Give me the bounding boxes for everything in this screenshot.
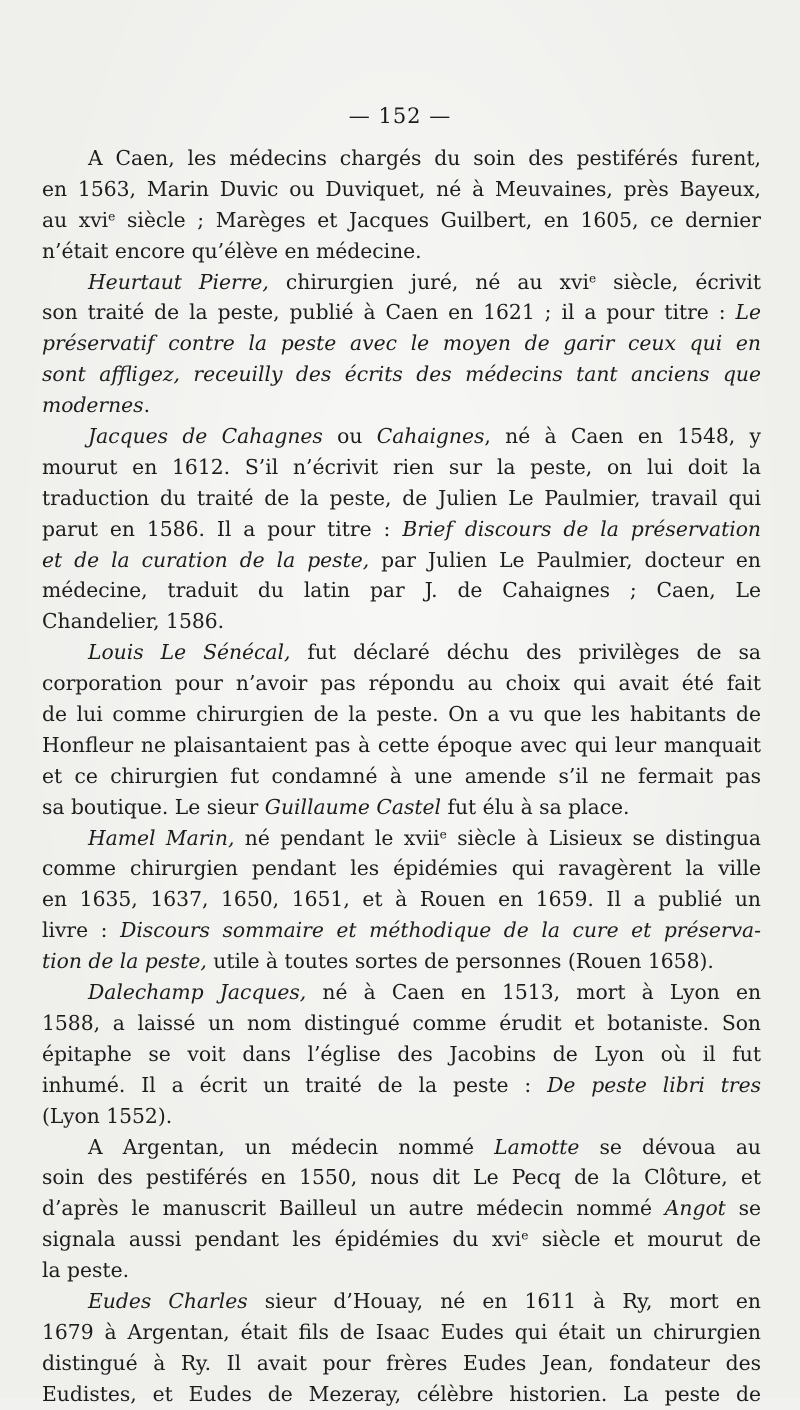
- text-segment: soin des pestiférés en 1550, nous dit Le Pecq de la Clôture, et: [42, 1165, 761, 1190]
- italic-text: Jacques de Cahagnes: [88, 424, 323, 449]
- text-line: [42, 297, 761, 328]
- italic-text: Cahaignes: [376, 424, 485, 449]
- text-segment: livre :: [42, 918, 121, 943]
- superscript: e: [588, 270, 597, 285]
- text-segment: parut en 1586. Il a pour titre :: [42, 516, 403, 541]
- text-segment: corporation pour n’avoir pas répondu au choix qui avait été fait: [42, 671, 761, 696]
- text-line: [42, 761, 761, 792]
- text-line: [42, 637, 761, 668]
- text-line: [42, 730, 761, 761]
- text-segment: se: [725, 1196, 762, 1221]
- text-segment: mourut en 1612. S’il n’écrivit rien sur la peste, on lui doit la: [42, 454, 761, 479]
- text-line: [42, 575, 761, 606]
- text-segment: utile à toutes sortes de personnes (Rouen 1658).: [206, 949, 714, 974]
- text-segment: fut déclaré déchu des privilèges de sa: [290, 640, 761, 665]
- italic-text: De peste libri tres: [547, 1072, 761, 1097]
- text-line: [42, 545, 761, 576]
- text-line: [42, 1039, 761, 1070]
- text-segment: ou: [322, 424, 377, 449]
- text-segment: épitaphe se voit dans l’église des Jacobins de Lyon où il fut: [42, 1041, 761, 1066]
- text-line: [42, 915, 761, 946]
- text-segment: comme chirurgien pendant les épidémies qui ravagèrent la ville: [42, 856, 761, 881]
- text-segment: siècle, écrivit: [596, 269, 761, 294]
- text-segment: né pendant le xvii: [234, 825, 440, 850]
- text-segment: siècle à Lisieux se distingua: [446, 825, 762, 850]
- text-line: [42, 236, 761, 267]
- text-segment: au xvi: [42, 207, 109, 232]
- text-segment: sa boutique. Le sieur: [42, 794, 265, 819]
- superscript: e: [521, 1228, 529, 1243]
- text-segment: 1679 à Argentan, était fils de Isaac Eudes qui était un chirurgien: [42, 1319, 761, 1344]
- italic-text: tion de la peste,: [42, 949, 207, 974]
- text-line: [42, 1255, 761, 1286]
- italic-text: Eudes Charles: [88, 1288, 248, 1313]
- text-line: [42, 143, 761, 174]
- text-segment: 1588, a laissé un nom distingué comme érudit et botaniste. Son: [42, 1010, 761, 1035]
- text-line: [42, 267, 761, 298]
- italic-text: préservatif contre la peste avec le moyen de garir ceux qui en: [42, 331, 761, 356]
- text-segment: fut élu à sa place.: [441, 794, 630, 819]
- text-line: [42, 1224, 761, 1255]
- text-segment: sieur d’Houay, né en 1611 à Ry, mort en: [247, 1288, 761, 1313]
- text-segment: se dévoua au: [579, 1134, 761, 1159]
- page-number: — 152 —: [348, 104, 452, 128]
- text-line: [42, 1317, 761, 1348]
- text-segment: chirurgien juré, né au xvi: [268, 269, 589, 294]
- text-line: [42, 1348, 761, 1379]
- text-segment: n’était encore qu’élève en médecine.: [42, 238, 422, 263]
- text-line: [42, 853, 761, 884]
- text-segment: son traité de la peste, publié à Caen en 1621 ; il a pour titre :: [42, 300, 736, 325]
- italic-text: Dalechamp Jacques,: [88, 980, 307, 1005]
- text-segment: Honfleur ne plaisantaient pas à cette époque avec qui leur manquait: [42, 732, 761, 757]
- text-segment: médecine, traduit du latin par J. de Cahaignes ; Caen, Le: [42, 578, 761, 603]
- text-line: [42, 606, 761, 637]
- text-segment: siècle et mourut de: [528, 1227, 761, 1252]
- text-segment: la peste.: [42, 1258, 130, 1283]
- text-segment: , né à Caen en 1548, y: [484, 424, 761, 449]
- text-line: [42, 1193, 761, 1224]
- italic-text: Louis Le Sénécal,: [88, 640, 291, 665]
- text-line: [42, 884, 761, 915]
- italic-text: Brief discours de la préservation: [402, 516, 761, 541]
- text-segment: distingué à Ry. Il avait pour frères Eudes Jean, fondateur des: [42, 1350, 761, 1375]
- text-line: [42, 421, 761, 452]
- text-segment: .: [143, 393, 151, 418]
- text-segment: traduction du traité de la peste, de Julien Le Paulmier, travail qui: [42, 485, 761, 510]
- text-segment: signala aussi pendant les épidémies du xvi: [42, 1227, 522, 1252]
- text-line: [42, 1008, 761, 1039]
- text-line: [42, 792, 761, 823]
- text-line: [42, 977, 761, 1008]
- text-segment: Eudistes, et Eudes de Mezeray, célèbre historien. La peste de: [42, 1381, 761, 1406]
- text-segment: inhumé. Il a écrit un traité de la peste :: [42, 1072, 548, 1097]
- text-line: [42, 1379, 761, 1410]
- italic-text: Angot: [664, 1196, 726, 1221]
- text-line: [42, 514, 761, 545]
- text-segment: de lui comme chirurgien de la peste. On a vu que les habitants de: [42, 702, 761, 727]
- italic-text: Guillaume Castel: [264, 794, 442, 819]
- text-segment: (Lyon 1552).: [42, 1103, 173, 1128]
- text-line: [42, 205, 761, 236]
- superscript: e: [439, 826, 447, 841]
- text-segment: en 1563, Marin Duvic ou Duviquet, né à Meuvaines, près Bayeux,: [42, 176, 761, 201]
- superscript: e: [108, 209, 116, 224]
- text-line: [42, 1101, 761, 1132]
- text-line: [42, 823, 761, 854]
- italic-text: sont affligez, receuilly des écrits des médecins tant anciens que: [42, 362, 761, 387]
- italic-text: et de la curation de la peste,: [42, 547, 370, 572]
- italic-text: Lamotte: [494, 1134, 580, 1159]
- italic-text: Heurtaut Pierre,: [88, 269, 269, 294]
- text-segment: d’après le manuscrit Bailleul un autre médecin nommé: [42, 1196, 665, 1221]
- text-segment: Chandelier, 1586.: [42, 609, 225, 634]
- text-segment: A Argentan, un médecin nommé: [88, 1134, 495, 1159]
- text-segment: siècle ; Marèges et Jacques Guilbert, en 1605, ce dernier: [115, 207, 761, 232]
- italic-text: Le: [735, 300, 761, 325]
- italic-text: Discours sommaire et méthodique de la cure et préserva-: [120, 918, 762, 943]
- text-line: [42, 946, 761, 977]
- italic-text: modernes: [42, 393, 144, 418]
- text-line: [42, 328, 761, 359]
- text-line: [42, 390, 761, 421]
- text-line: [42, 174, 761, 205]
- text-line: [42, 1070, 761, 1101]
- italic-text: Hamel Marin,: [88, 825, 235, 850]
- text-segment: en 1635, 1637, 1650, 1651, et à Rouen en 1659. Il a publié un: [42, 887, 761, 912]
- text-line: [42, 1132, 761, 1163]
- text-line: [42, 452, 761, 483]
- text-line: [42, 1286, 761, 1317]
- body-text: [42, 143, 761, 1410]
- text-segment: né à Caen en 1513, mort à Lyon en: [306, 980, 762, 1005]
- text-line: [42, 359, 761, 390]
- text-line: [42, 699, 761, 730]
- text-segment: A Caen, les médecins chargés du soin des pestiférés furent,: [88, 146, 761, 170]
- text-line: [42, 483, 761, 514]
- text-segment: par Julien Le Paulmier, docteur en: [369, 547, 761, 572]
- text-segment: et ce chirurgien fut condamné à une amende s’il ne fermait pas: [42, 763, 761, 788]
- text-line: [42, 1162, 761, 1193]
- text-line: [42, 668, 761, 699]
